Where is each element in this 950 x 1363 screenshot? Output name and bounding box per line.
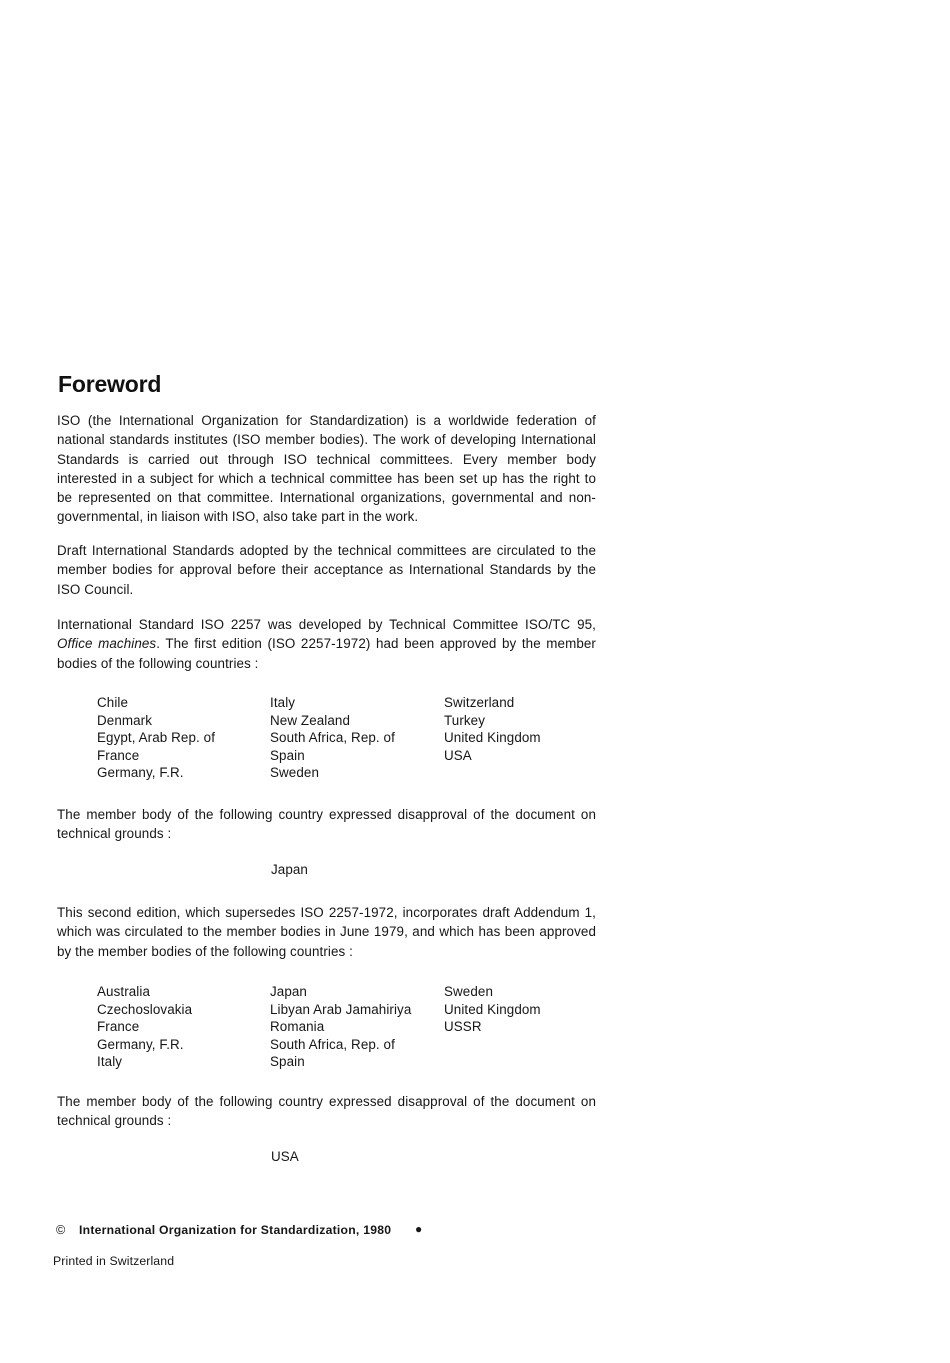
first-edition-text-before: International Standard ISO 2257 was developed by Technical Committee ISO/TC 95, — [57, 617, 596, 632]
approval-list-1-column-2 — [270, 694, 444, 782]
approval-list-1-column-1 — [97, 694, 270, 782]
country-item: Libyan Arab Jamahiriya — [270, 1001, 412, 1017]
paragraph-disapproval-2: The member body of the following country expressed disapproval of the document on technical grounds : — [57, 1094, 596, 1129]
country-item: France — [97, 1019, 140, 1034]
first-edition-text-after: . The first edition (ISO 2257-1972) had been approved by the member bodies of the following countries : — [57, 636, 596, 671]
country-item: Switzerland — [444, 695, 515, 710]
country-item: USSR — [444, 1019, 482, 1034]
country-item: Japan — [270, 984, 307, 999]
paragraph-second-edition: This second edition, which supersedes ISO 2257-1972, incorporates draft Addendum 1, which was circulated to the member bodies in June 1979, and which has been approved by the member bodies of the following countries : — [57, 905, 596, 959]
country-item: United Kingdom — [444, 730, 541, 745]
country-item: South Africa, Rep. of — [270, 1036, 395, 1052]
paragraph-draft-standards: Draft International Standards adopted by the technical committees are circulated to the member bodies for approval before their acceptance as International Standards by the ISO Council. — [57, 543, 596, 597]
paragraph-iso-intro: ISO (the International Organization for Standardization) is a worldwide federation of national standards institutes (ISO member bodies). The work of developing International Standards is carried out through ISO technical committees. Every member body interested in a subject for which a technical committee has been set up has the right to be represented on that committee. International organizations, governmental and non-governmental, in liaison with ISO, also take part in the work. — [57, 413, 596, 525]
copyright-line: International Organization for Standardization, 1980 — [79, 1223, 392, 1237]
printed-in-line: Printed in Switzerland — [53, 1254, 175, 1268]
approval-list-2-column-3 — [444, 983, 596, 1036]
country-item: Italy — [97, 1054, 123, 1069]
country-item: Spain — [270, 1054, 305, 1069]
country-item: Chile — [97, 695, 129, 710]
italic-office-machines: Office machines — [57, 636, 157, 652]
country-item: New Zealand — [270, 712, 350, 728]
country-item: Spain — [270, 747, 305, 763]
country-item: United Kingdom — [444, 1001, 541, 1017]
country-item: Turkey — [444, 712, 486, 728]
country-item: Czechoslovakia — [97, 1001, 193, 1017]
country-item: Australia — [97, 984, 150, 999]
approval-country-list-1 — [57, 694, 596, 784]
disapproval-country-japan: Japan — [271, 862, 308, 877]
copyright-symbol-icon: © — [56, 1223, 66, 1237]
country-item: Egypt, Arab Rep. of — [97, 730, 216, 745]
country-item: USA — [444, 747, 472, 763]
country-item: Sweden — [270, 765, 319, 780]
country-item: Denmark — [97, 712, 153, 728]
paragraph-disapproval-1: The member body of the following country expressed disapproval of the document on technical grounds : — [57, 807, 596, 842]
country-item: Sweden — [444, 984, 493, 999]
approval-list-2-column-1 — [97, 983, 270, 1071]
country-item: Italy — [270, 695, 296, 710]
country-item: Romania — [270, 1019, 325, 1034]
bullet-dot-icon: ● — [415, 1222, 423, 1236]
country-item: Germany, F.R. — [97, 765, 184, 780]
country-item: Germany, F.R. — [97, 1036, 184, 1052]
approval-list-1-column-3 — [444, 694, 596, 764]
approval-list-2-column-2 — [270, 983, 444, 1071]
country-item: France — [97, 747, 140, 763]
country-item: South Africa, Rep. of — [270, 730, 395, 745]
page-title: Foreword — [58, 371, 162, 397]
approval-country-list-2 — [57, 983, 596, 1073]
paragraph-first-edition — [57, 615, 596, 673]
disapproval-country-usa: USA — [271, 1149, 299, 1164]
